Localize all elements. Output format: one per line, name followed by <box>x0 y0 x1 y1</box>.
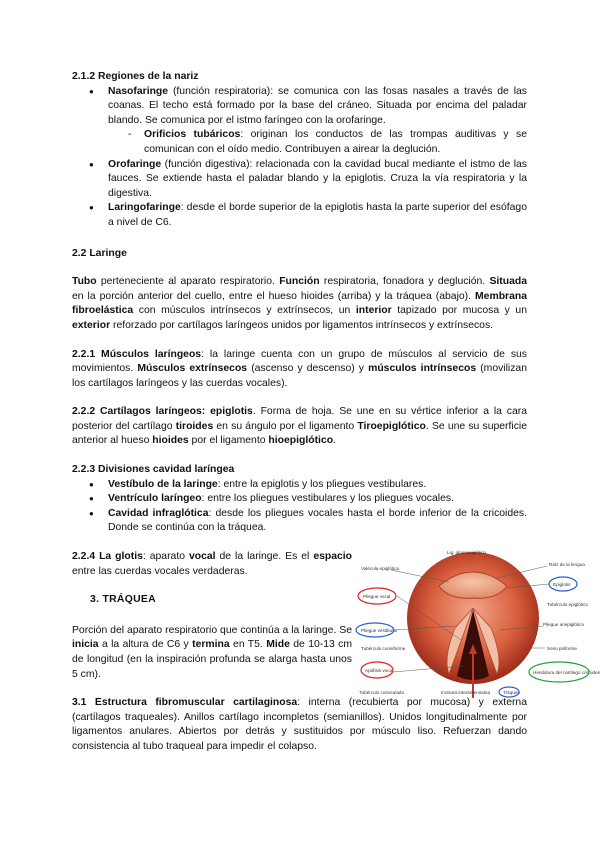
paragraph-glotis: 2.2.4 La glotis: aparato vocal de la laringe. Es el espacio entre las cuerdas vocales verdaderas. <box>72 551 353 577</box>
heading-2-2: 2.2 Laringe <box>72 247 127 259</box>
figure-left-label: Valécula epiglótica <box>361 566 399 571</box>
paragraph-traquea: Porción del aparato respiratorio que continúa a la laringe. Se inicia a la altura de C6 y termina en T5. Mide de 10-13 cm de longitud (en la inspiración profunda se alarga hasta unos 5 cm). <box>72 624 352 680</box>
list-item: ● Vestíbulo de la laringe: entre la epiglotis y los pliegues vestibulares. <box>72 478 527 493</box>
list-item: ● Ventrículo laríngeo: entre los pliegues vestibulares y los pliegues vocales. <box>72 492 527 507</box>
heading-2-1-2: 2.1.2 Regiones de la nariz <box>72 71 199 82</box>
list-item: ● Laringofaringe: desde el borde superior de la epiglotis hasta la parte superior del esófago a nivel de C6. <box>72 201 527 230</box>
figure-right-label: Seno piriforme <box>547 646 577 651</box>
figure-bottom-label: Incisura interaritenoidea <box>441 690 491 695</box>
figure-right-label: Tubérculo epiglótico <box>547 602 588 607</box>
figure-right-label: Epiglotis <box>553 582 571 587</box>
paragraph-cartilagos: 2.2.2 Cartílagos laríngeos: epiglotis. Forma de hoja. Se une en su vértice inferior a la cara posterior del cartílago tiroides en su ángulo por el ligamento Tiroepiglótico. Se une su superficie anterior al hueso hioides por el ligamento hioepiglótico. <box>72 406 527 447</box>
figure-right-label: Hendidura del cartílago cricoides <box>533 670 600 675</box>
list-item: ● Cavidad infraglótica: desde los pliegues vocales hasta el borde inferior de la cricoides. Donde se continúa con la tráquea. <box>72 507 527 536</box>
figure-bottom-label: Tráquea <box>503 690 520 695</box>
paragraph-musculos: 2.2.1 Músculos laríngeos: la laringe cuenta con un grupo de músculos al servicio de sus movimientos. Músculos extrínsecos (ascenso y descenso) y músculos intrínsecos (movilizan los cartílagos laríngeos y las cuerdas vocales). <box>72 348 527 389</box>
figure-right-label: Raíz de la lengua <box>549 562 585 567</box>
figure-top-label: Lig. glosoepiglótico <box>447 550 487 555</box>
paragraph-laringe: Tubo perteneciente al aparato respiratorio. Función respiratoria, fonadora y deglución. Situada en la porción anterior del cuello, entre el hueso hioides (arriba) y la tráquea (abajo). Membrana fibroelástica con músculos intrínsecos y extrínsecos, un interior tapizado por mucosa y un exterior reforzado por cartílagos laríngeos unidos por ligamentos intrínsecos y extrínsecos. <box>72 276 527 331</box>
list-item: ● Orofaringe (función digestiva): relacionada con la cavidad bucal mediante el istmo de las fauces. Se extiende hasta el paladar blando y la epiglotis. Cruza la vía respiratoria y la digestiva. <box>72 158 527 202</box>
figure-left-label: Pliegue vocal <box>363 594 391 599</box>
heading-2-2-3: 2.2.3 Divisiones cavidad laríngea <box>72 464 235 476</box>
figure-left-label: Pliegue vestibular <box>361 628 398 633</box>
figure-left-label: Apófisis vocal <box>365 668 394 673</box>
paragraph-estructura: 3.1 Estructura fibromuscular cartilaginosa: interna (recubierta por mucosa) y externa (cartílagos traqueales). Anillos cartílago incompletos (semianillos). Unidos longitudinalmente por ligamentos anulares. Abiertos por detrás y sustituidos por músculo liso. Refuerzan dando consistencia al tubo traqueal para impedir el colapso. <box>72 697 527 752</box>
list-item: ● Nasofaringe (función respiratoria): se comunica con las fosas nasales a través de las coanas. El techo está formado por la base del cráneo. Situada por encima del paladar blando. Se comunica por el istmo faríngeo con la orofaringe. <box>72 85 527 129</box>
heading-3-traquea: 3. TRÁQUEA <box>90 594 156 606</box>
larynx-figure <box>357 548 600 700</box>
list-regiones <box>72 85 527 231</box>
figure-left-label: Tubérculo cuneiforme <box>361 646 406 651</box>
figure-left-label: Tubérculo corniculado <box>359 690 405 695</box>
list-item: - Orificios tubáricos: originan los conductos de las trompas auditivas y se comunican con el oído medio. Contribuyen a airear la deglución. <box>72 128 527 157</box>
list-divisiones <box>72 478 527 536</box>
figure-right-label: Pliegue ariepiglótico <box>543 622 585 627</box>
